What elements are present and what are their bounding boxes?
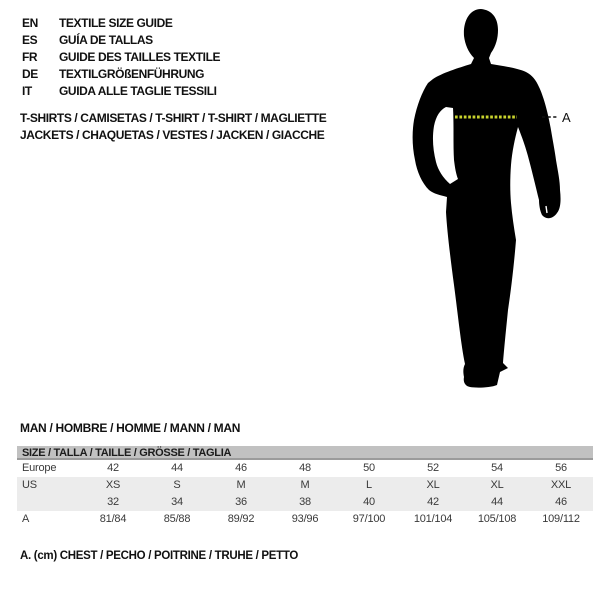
table-cell: 48: [299, 462, 311, 474]
table-row-chest: [17, 511, 593, 528]
section-title-man: MAN / HOMBRE / HOMME / MANN / MAN: [20, 421, 241, 435]
table-cell: 93/96: [291, 513, 319, 525]
table-cell: XS: [105, 479, 121, 491]
table-cell: XL: [426, 479, 440, 491]
category-tshirts: T-SHIRTS / CAMISETAS / T-SHIRT / T-SHIRT / MAGLIETTE: [20, 111, 327, 125]
row-label: Europe: [22, 462, 57, 474]
table-row-us-numeric: [17, 494, 593, 511]
language-title: GUIDA ALLE TAGLIE TESSILI: [59, 84, 217, 98]
table-cell: 56: [555, 462, 567, 474]
row-label: A: [22, 513, 30, 525]
hand-crease-detail: [546, 206, 547, 213]
table-cell: 38: [299, 496, 311, 508]
marker-label: A: [562, 110, 571, 125]
table-cell: L: [366, 479, 372, 491]
language-row: [22, 15, 220, 32]
table-cell: M: [300, 479, 310, 491]
table-cell: 109/112: [542, 513, 580, 525]
table-cell: 101/104: [413, 513, 453, 525]
table-cell: XL: [490, 479, 504, 491]
table-cell: 105/108: [477, 513, 517, 525]
language-code: FR: [22, 50, 38, 64]
table-cell: 32: [107, 496, 119, 508]
language-row: [22, 49, 220, 66]
category-list: [20, 110, 326, 144]
table-cell: M: [236, 479, 246, 491]
table-cell: 81/84: [99, 513, 127, 525]
language-row: [22, 83, 220, 100]
language-title: GUÍA DE TALLAS: [59, 33, 153, 47]
table-cell: 46: [235, 462, 247, 474]
man-silhouette-figure: [370, 0, 600, 410]
table-cell: 52: [427, 462, 439, 474]
table-cell: 54: [491, 462, 503, 474]
table-cell: 44: [171, 462, 183, 474]
language-code: EN: [22, 16, 38, 30]
language-code: DE: [22, 67, 38, 81]
measurement-note: A. (cm) CHEST / PECHO / POITRINE / TRUHE / PETTO: [20, 550, 299, 562]
table-cell: 42: [107, 462, 119, 474]
table-cell: 89/92: [227, 513, 255, 525]
language-list: [22, 15, 220, 100]
language-row: [22, 32, 220, 49]
table-cell: 85/88: [163, 513, 191, 525]
category-jackets: JACKETS / CHAQUETAS / VESTES / JACKEN / GIACCHE: [20, 128, 325, 142]
size-table: [17, 446, 593, 528]
table-cell: 42: [427, 496, 439, 508]
language-code: IT: [22, 84, 32, 98]
language-title: TEXTILGRÖßENFÜHRUNG: [59, 67, 205, 81]
size-table-header: SIZE / TALLA / TAILLE / GRÖSSE / TAGLIA: [17, 446, 593, 460]
table-cell: 44: [491, 496, 503, 508]
row-label: US: [22, 479, 37, 491]
table-cell: 34: [171, 496, 183, 508]
language-title: TEXTILE SIZE GUIDE: [59, 16, 173, 30]
table-cell: XXL: [550, 479, 572, 491]
table-cell: S: [173, 479, 181, 491]
table-cell: 50: [363, 462, 375, 474]
table-row-europe: [17, 460, 593, 477]
language-title: GUIDE DES TAILLES TEXTILE: [59, 50, 221, 64]
table-row-us-letter: [17, 477, 593, 494]
table-cell: 97/100: [352, 513, 386, 525]
table-cell: 36: [235, 496, 247, 508]
language-row: [22, 66, 220, 83]
table-cell: 46: [555, 496, 567, 508]
man-silhouette: [413, 9, 561, 388]
row-label: [17, 494, 81, 511]
table-cell: 40: [363, 496, 375, 508]
language-code: ES: [22, 33, 38, 47]
